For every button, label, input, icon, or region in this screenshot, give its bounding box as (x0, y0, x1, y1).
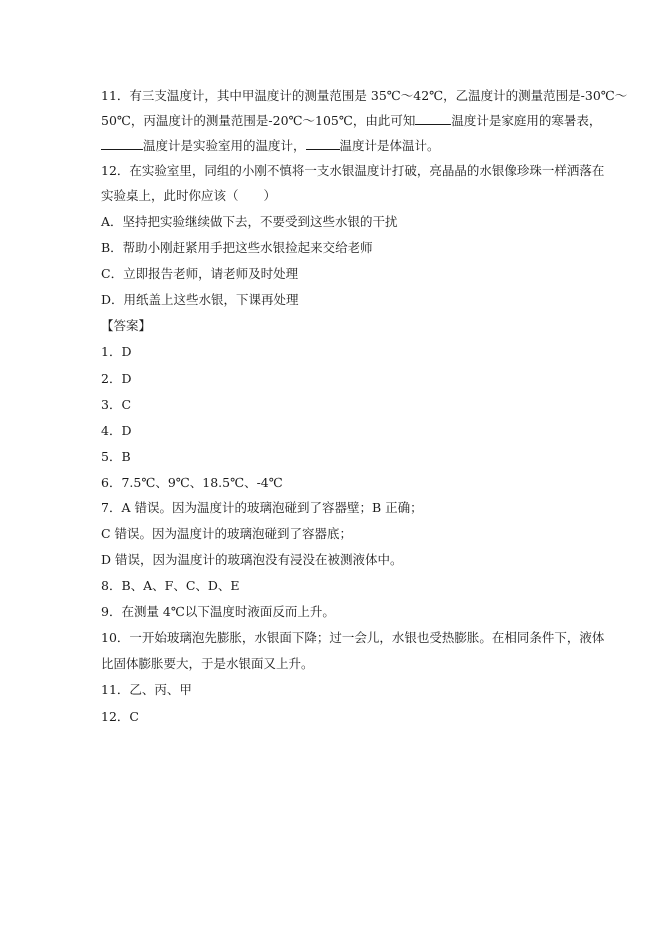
answer-7-line-2: C 错误。因为温度计的玻璃泡碰到了容器底； (101, 526, 353, 541)
answer-5: 5．B (101, 449, 131, 464)
answer-3: 3．C (101, 397, 132, 412)
q11-line-2-text-a: 50℃，丙温度计的测量范围是-20℃～105℃，由此可知 (101, 113, 416, 128)
answer-10-line-1: 10．一开始玻璃泡先膨胀，水银面下降；过一会儿，水银也受热膨胀。在相同条件下，液体 (101, 630, 605, 645)
answer-1: 1．D (101, 344, 132, 359)
q11-line-3 (101, 136, 641, 156)
answer-7-line-1: 7．A 错误。因为温度计的玻璃泡碰到了容器壁；B 正确； (101, 500, 423, 515)
q12-option-a: A．坚持把实验继续做下去，不要受到这些水银的干扰 (101, 214, 398, 229)
answer-10-line-2: 比固体膨胀要大，于是水银面又上升。 (101, 656, 314, 671)
answer-11: 11．乙、丙、甲 (101, 682, 192, 697)
q11-blank-2 (101, 136, 143, 150)
q12-line-2: 实验桌上，此时你应该（ ） (101, 188, 277, 203)
answer-12: 12．C (101, 709, 139, 724)
answer-6: 6．7.5℃、9℃、18.5℃、-4℃ (101, 475, 283, 490)
q11-line-3-text-b: 温度计是体温计。 (339, 138, 440, 153)
q11-line-2-text-b: 温度计是家庭用的寒暑表， (451, 113, 602, 128)
answer-7-line-3: D 错误，因为温度计的玻璃泡没有浸没在被测液体中。 (101, 552, 403, 567)
q12-option-c: C．立即报告老师，请老师及时处理 (101, 266, 299, 281)
answer-9: 9．在测量 4℃以下温度时液面反而上升。 (101, 604, 335, 619)
q11-blank-3 (306, 136, 340, 150)
q11-blank-1 (415, 111, 451, 125)
answer-8: 8．B、A、F、C、D、E (101, 578, 240, 593)
answer-2: 2．D (101, 371, 132, 386)
q11-line-3-text-a: 温度计是实验室用的温度计， (143, 138, 306, 153)
answer-4: 4．D (101, 423, 132, 438)
q11-line-1: 11．有三支温度计，其中甲温度计的测量范围是 35℃～42℃，乙温度计的测量范围是-30℃～ (101, 88, 628, 103)
q12-option-d: D．用纸盖上这些水银，下课再处理 (101, 292, 299, 307)
q11-line-2 (101, 111, 641, 131)
q12-option-b: B．帮助小刚赶紧用手把这些水银捡起来交给老师 (101, 240, 373, 255)
answers-header: 【答案】 (101, 318, 152, 333)
q12-line-1: 12．在实验室里，同组的小刚不慎将一支水银温度计打破，亮晶晶的水银像珍珠一样洒落在 (101, 163, 605, 178)
